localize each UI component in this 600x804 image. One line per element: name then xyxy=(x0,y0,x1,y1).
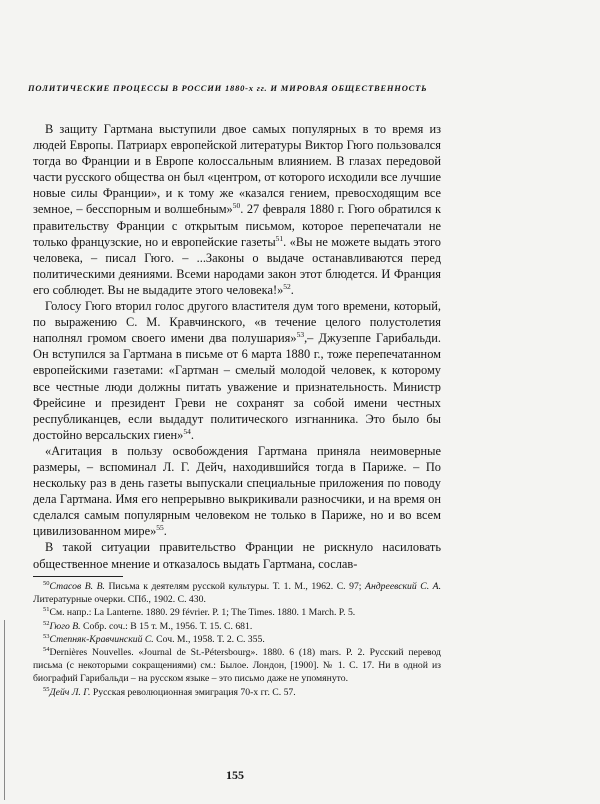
footnote-text: Письма к деятелям русской культуры. Т. 1. М., 1962. С. 97; xyxy=(104,581,366,592)
footnotes xyxy=(33,580,441,699)
text-run: В защиту Гартмана выступили двое самых популярных в то время из людей Европы. Патриарх европейской литературы Виктор Гюго пользовался тогда во Франции и в Европе колоссальным влиянием. В глазах передовой части русского общества он был «центром, от которого исходили все лучшие новые силы Франции», и к тому же «казался гением, превосходящим все земное, – бесспорным и волшебным» xyxy=(33,122,441,217)
footnote-number: 50 xyxy=(43,579,50,587)
footnote-number: 51 xyxy=(43,606,50,614)
footnote-text: Dernières Nouvelles. «Journal de St.-Pétersbourg». 1880. 6 (18) mars. P. 2. Русский перевод письма (с некоторыми сокращениями) см.: Былое. Лондон, [1900]. № 1. С. 17. Ни в одной из биографий Гарибальди – на русском языке – это письмо даже не упомянуто. xyxy=(33,647,441,685)
text-run: . xyxy=(190,427,194,442)
text-run: ,– Джузеппе Гарибальди. Он вступился за Гартмана в письме от 6 марта 1880 г., тоже перепечатанном европейскими газетами: «Гартман – смелый молодой человек, к которому все честные люди должны питать уважение и признательность. Министр Фрейсине и президент Греви не сохранят за собой имени честных республиканцев, если выдадут политического изгнанника. Это было бы достойно версальских гиен» xyxy=(33,331,441,442)
text-run: «Агитация в пользу освобождения Гартмана приняла неимоверные размеры, – вспоминал Л. Г. Дейч, находившийся тогда в Париже. – По нескольку раз в день газеты выпускали специальные приложения по поводу дела Гартмана. Имя его непрерывно выкрикивали разносчики, и на время он сделался самым популярным человеком не только в Париже, но и во всем цивилизованном мире» xyxy=(33,443,441,539)
footnote-author: Гюго В. xyxy=(49,620,81,632)
footnote-ref: 54 xyxy=(183,426,191,436)
scan-edge-line xyxy=(4,620,5,800)
footnote-author: Дейч Л. Г. xyxy=(49,686,91,698)
footnote-author: Андреевский С. А. xyxy=(365,581,441,592)
main-text xyxy=(33,121,441,572)
footnote-number: 53 xyxy=(43,632,50,640)
footnote-ref: 50 xyxy=(232,201,241,211)
text-run: . xyxy=(290,282,294,297)
footnote-text: Литературные очерки. СПб., 1902. С. 430. xyxy=(33,594,206,606)
paragraph xyxy=(33,298,441,443)
text-run: . «Вы не можете выдать этого человека, – писал Гюго. – ...Законы о выдаче останавливаются перед политическими деяниями. Всеми народами закон этот блюдется. И Франция его соблюдет. Вы не выдадите этого человека!» xyxy=(33,234,441,297)
footnote-author: Стасов В. В. xyxy=(49,581,105,592)
paragraph xyxy=(33,121,441,298)
paragraph xyxy=(33,539,441,571)
footnote xyxy=(33,620,441,633)
footnote-number: 54 xyxy=(43,645,50,653)
footnote xyxy=(33,646,441,686)
footnote xyxy=(33,580,441,606)
page-number: 155 xyxy=(226,768,244,782)
footnote-rule xyxy=(33,576,123,577)
footnote-text: Собр. соч.: В 15 т. М., 1956. Т. 15. С. 681. xyxy=(80,620,253,632)
footnote xyxy=(33,686,441,699)
footnote-text: См. напр.: La Lanterne. 1880. 29 février. P. 1; The Times. 1880. 1 March. P. 5. xyxy=(49,607,356,619)
footnote-ref: 52 xyxy=(283,281,291,291)
text-run: В такой ситуации правительство Франции не рискнуло насиловать общественное мнение и отказалось выдать Гартмана, сослав- xyxy=(33,540,441,571)
footnote-ref: 51 xyxy=(275,233,284,243)
footnote-number: 52 xyxy=(43,619,50,627)
text-run: Голосу Гюго вторил голос другого властителя дум того времени, который, по выражению С. М. Кравчинского, «в течение целого полустолетия наполнял громом своего имени два полушария» xyxy=(33,299,441,346)
running-header: ПОЛИТИЧЕСКИЕ ПРОЦЕССЫ В РОССИИ 1880-х гг. И МИРОВАЯ ОБЩЕСТВЕННОСТЬ xyxy=(28,83,428,93)
footnote xyxy=(33,606,441,619)
footnote-ref: 55 xyxy=(156,523,164,533)
paragraph xyxy=(33,443,441,540)
footnote-author: Степняк-Кравчинский С. xyxy=(49,633,154,645)
footnote-text: Соч. М., 1958. Т. 2. С. 355. xyxy=(153,633,265,645)
text-run: . 27 февраля 1880 г. Гюго обратился к правительству Франции с открытым письмом, которое перепечатали не только французские, но и европейские газеты xyxy=(33,202,441,249)
footnote xyxy=(33,633,441,646)
footnote-text: Русская революционная эмиграция 70-х гг. С. 57. xyxy=(90,686,296,698)
footnote-ref: 53 xyxy=(296,330,305,340)
text-run: . xyxy=(163,524,167,539)
footnote-number: 55 xyxy=(43,685,50,693)
